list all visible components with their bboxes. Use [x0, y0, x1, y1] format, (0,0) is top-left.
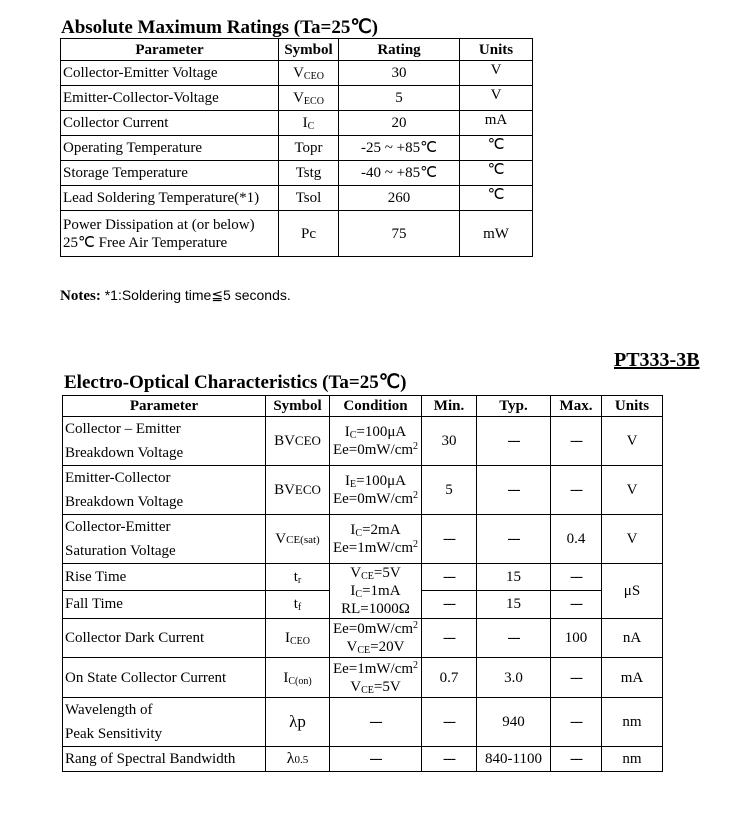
- eoc-condition: $I_C=100\mu A$ $Ee=0mW/cm^2$: [330, 417, 422, 466]
- table-row: [63, 698, 663, 747]
- eoc-condition: ---: [330, 747, 422, 772]
- eoc-unit: V: [602, 515, 663, 564]
- table-row: [63, 466, 663, 515]
- table-row: [61, 111, 533, 136]
- eoc-header-units: Units: [602, 396, 663, 417]
- amr-param: Operating Temperature: [61, 136, 279, 161]
- eoc-typ: 940: [477, 698, 551, 747]
- eoc-max: ---: [551, 417, 602, 466]
- amr-title: Absolute Maximum Ratings (Ta=25℃): [61, 17, 379, 38]
- amr-rating: 30: [339, 61, 460, 86]
- eoc-unit: V: [602, 466, 663, 515]
- amr-unit: ℃: [460, 161, 533, 186]
- eoc-symbol: λ0.5: [266, 747, 330, 772]
- amr-rating: 260: [339, 186, 460, 211]
- eoc-unit: nm: [602, 698, 663, 747]
- notes: [60, 287, 291, 305]
- eoc-typ: 840-1100: [477, 747, 551, 772]
- eoc-param-rise-time: Rise Time: [63, 564, 266, 591]
- amr-symbol: $V_{ECO}$: [279, 86, 339, 111]
- eoc-header-parameter: Parameter: [63, 396, 266, 417]
- eoc-param: Wavelength of Peak Sensitivity: [63, 698, 266, 747]
- amr-unit: V: [460, 86, 533, 111]
- amr-symbol: $V_{CEO}$: [279, 61, 339, 86]
- amr-rating: 20: [339, 111, 460, 136]
- eoc-max: ---: [551, 698, 602, 747]
- eoc-min: 0.7: [422, 658, 477, 698]
- eoc-min: ---: [422, 590, 477, 618]
- eoc-param: Collector-Emitter Saturation Voltage: [63, 515, 266, 564]
- eoc-condition: $I_C=2mA$ $Ee=1mW/cm^2$: [330, 515, 422, 564]
- table-row: [61, 186, 533, 211]
- table-row: [61, 161, 533, 186]
- eoc-min: ---: [422, 747, 477, 772]
- table-row: [63, 515, 663, 564]
- eoc-max: ---: [551, 564, 602, 591]
- eoc-symbol: BVCEO: [266, 417, 330, 466]
- eoc-max: 0.4: [551, 515, 602, 564]
- eoc-max: ---: [551, 590, 602, 618]
- amr-symbol: Tsol: [279, 186, 339, 211]
- amr-unit: ℃: [460, 136, 533, 161]
- amr-header-rating: Rating: [339, 39, 460, 61]
- table-row: [63, 564, 663, 591]
- eoc-typ: ---: [477, 466, 551, 515]
- amr-unit: mA: [460, 111, 533, 136]
- eoc-unit: V: [602, 417, 663, 466]
- eoc-symbol-fall: $t_f$: [266, 590, 330, 618]
- amr-rating: 5: [339, 86, 460, 111]
- table-row: [61, 86, 533, 111]
- eoc-param-fall-time: Fall Time: [63, 590, 266, 618]
- amr-param: Power Dissipation at (or below) 25℃ Free Air Temperature: [61, 211, 279, 257]
- amr-rating: -25 ~ +85℃: [339, 136, 460, 161]
- absolute-maximum-ratings-table: [60, 38, 533, 257]
- eoc-max: 100: [551, 619, 602, 658]
- amr-symbol: $I_C$: [279, 111, 339, 136]
- electro-optical-table: [62, 395, 663, 772]
- eoc-param: Emitter-Collector Breakdown Voltage: [63, 466, 266, 515]
- eoc-min: 30: [422, 417, 477, 466]
- eoc-header-typ: Typ.: [477, 396, 551, 417]
- amr-unit: V: [460, 61, 533, 86]
- notes-text: *1:Soldering time≦5 seconds.: [100, 287, 291, 303]
- part-number: PT333-3B: [614, 349, 700, 371]
- amr-param: Emitter-Collector-Voltage: [61, 86, 279, 111]
- table-row: [63, 658, 663, 698]
- table-row: [63, 619, 663, 658]
- eoc-header-condition: Condition: [330, 396, 422, 417]
- eoc-condition: ---: [330, 698, 422, 747]
- table-row: [61, 61, 533, 86]
- amr-header-parameter: Parameter: [61, 39, 279, 61]
- eoc-symbol-rise: $t_r$: [266, 564, 330, 591]
- table-row: [61, 136, 533, 161]
- eoc-unit: nm: [602, 747, 663, 772]
- amr-param: Collector-Emitter Voltage: [61, 61, 279, 86]
- eoc-typ: 15: [477, 590, 551, 618]
- eoc-unit-switching: μS: [602, 564, 663, 619]
- eoc-condition-switching: $V_{CE}=5V$ $I_C=1mA$ RL=1000Ω: [330, 564, 422, 619]
- eoc-symbol: $I_{CEO}$: [266, 619, 330, 658]
- amr-symbol: Tstg: [279, 161, 339, 186]
- amr-param: Collector Current: [61, 111, 279, 136]
- eoc-min: ---: [422, 619, 477, 658]
- eoc-condition: $I_E=100\mu A$ $Ee=0mW/cm^2$: [330, 466, 422, 515]
- eoc-typ: ---: [477, 515, 551, 564]
- amr-param: Lead Soldering Temperature(*1): [61, 186, 279, 211]
- amr-header-symbol: Symbol: [279, 39, 339, 61]
- notes-label: Notes:: [60, 288, 101, 304]
- eoc-min: ---: [422, 698, 477, 747]
- amr-symbol: Pc: [279, 211, 339, 257]
- eoc-unit: nA: [602, 619, 663, 658]
- eoc-typ: 15: [477, 564, 551, 591]
- eoc-max: ---: [551, 658, 602, 698]
- eoc-symbol: BVECO: [266, 466, 330, 515]
- eoc-symbol: $I_{C(on)}$: [266, 658, 330, 698]
- eoc-typ: 3.0: [477, 658, 551, 698]
- eoc-symbol: λp: [266, 698, 330, 747]
- eoc-max: ---: [551, 466, 602, 515]
- eoc-typ: ---: [477, 417, 551, 466]
- table-row: [63, 417, 663, 466]
- eoc-condition: $Ee=1mW/cm^2$ $V_{CE}=5V$: [330, 658, 422, 698]
- amr-header-units: Units: [460, 39, 533, 61]
- eoc-title: Electro-Optical Characteristics (Ta=25℃): [64, 372, 407, 393]
- amr-rating: 75: [339, 211, 460, 257]
- eoc-min: ---: [422, 515, 477, 564]
- eoc-typ: ---: [477, 619, 551, 658]
- eoc-param: Collector Dark Current: [63, 619, 266, 658]
- amr-unit: ℃: [460, 186, 533, 211]
- amr-unit: mW: [460, 211, 533, 257]
- eoc-unit: mA: [602, 658, 663, 698]
- table-row: [63, 747, 663, 772]
- amr-rating: -40 ~ +85℃: [339, 161, 460, 186]
- eoc-header-min: Min.: [422, 396, 477, 417]
- eoc-header-max: Max.: [551, 396, 602, 417]
- table-row: [61, 211, 533, 257]
- eoc-param: Collector – Emitter Breakdown Voltage: [63, 417, 266, 466]
- amr-param: Storage Temperature: [61, 161, 279, 186]
- eoc-min: ---: [422, 564, 477, 591]
- eoc-header-symbol: Symbol: [266, 396, 330, 417]
- eoc-min: 5: [422, 466, 477, 515]
- eoc-param: Rang of Spectral Bandwidth: [63, 747, 266, 772]
- eoc-condition: $Ee=0mW/cm^2$ $V_{CE}=20V$: [330, 619, 422, 658]
- eoc-max: ---: [551, 747, 602, 772]
- eoc-symbol: VCE(sat): [266, 515, 330, 564]
- eoc-param: On State Collector Current: [63, 658, 266, 698]
- amr-symbol: Topr: [279, 136, 339, 161]
